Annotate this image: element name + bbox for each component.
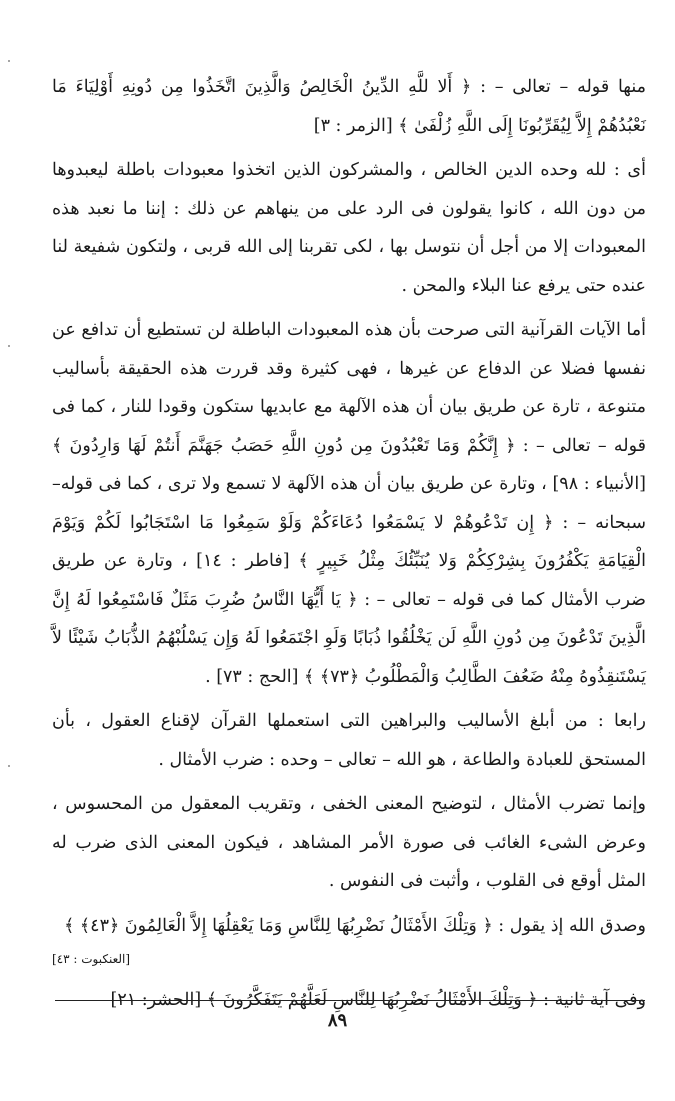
margin-dot [8,345,10,347]
margin-dot [8,60,10,62]
paragraph-quranic-verses: أما الآيات القرآنية التى صرحت بأن هذه المعبودات الباطلة لن تستطيع أن تدافع عن نفسها فضلا عن الدفاع عن غيرها ، فهى كثيرة وقد قررت هذه الحقيقة بأساليب متنوعة ، تارة عن طريق بيان أن هذه الآلهة مع عابديها ستكون وقودا للنار ، كما فى قوله – تعالى – : ﴿ إِنَّكُمْ وَمَا تَعْبُدُونَ مِن دُونِ اللَّهِ حَصَبُ جَهَنَّمَ أَنتُمْ لَهَا وَارِدُونَ ﴾ [الأنبياء : ٩٨] ، وتارة عن طريق بيان أن هذه الآلهة لا تسمع ولا ترى ، كما فى قوله–سبحانه – : ﴿ إِن تَدْعُوهُمْ لا يَسْمَعُوا دُعَاءَكُمْ وَلَوْ سَمِعُوا مَا اسْتَجَابُوا لَكُمْ وَيَوْمَ الْقِيَامَةِ يَكْفُرُونَ بِشِرْكِكُمْ وَلا يُنَبِّئُكَ مِثْلُ خَبِيرٍ ﴾ [فاطر : ١٤] ، وتارة عن طريق ضرب الأمثال كما فى قوله – تعالى – : ﴿ يَا أَيُّهَا النَّاسُ ضُرِبَ مَثَلٌ فَاسْتَمِعُوا لَهُ إِنَّ الَّذِينَ تَدْعُونَ مِن دُونِ اللَّهِ لَن يَخْلُقُوا ذُبَابًا وَلَوِ اجْتَمَعُوا لَهُ وَإِن يَسْلُبْهُمُ الذُّبَابُ شَيْئًا لاَّ يَسْتَنقِذُوهُ مِنْهُ ضَعُفَ الطَّالِبُ وَالْمَطْلُوبُ ﴿٧٣﴾ ﴾ [الحج : ٧٣] . [52,320,647,687]
paragraph-zumar-verse: منها قوله – تعالى – : ﴿ أَلا للَّهِ الدِّينُ الْخَالِصُ وَالَّذِينَ اتَّخَذُوا مِن دُونِهِ أَوْلِيَاءَ مَا نَعْبُدُهُمْ إِلاَّ لِيُقَرِّبُونَا إِلَى اللَّهِ زُلْفَىٰ ﴾ [الزمر : ٣] [52,77,646,136]
margin-dot [8,765,10,767]
paragraph-hashr-verse: وفى آية ثانية : ﴿ وَتِلْكَ الأَمْثَالُ نَضْرِبُهَا لِلنَّاسِ لَعَلَّهُمْ يَتَفَكَّرُونَ ﴾ [الحشر: ٢١] [110,990,646,1010]
paragraph-ankabut-verse: وصدق الله إذ يقول : ﴿ وَتِلْكَ الأَمْثَالُ نَضْرِبُهَا لِلنَّاسِ وَمَا يَعْقِلُهَا إِلاَّ الْعَالِمُونَ ﴿٤٣﴾ ﴾ [64,915,646,936]
paragraph-explanation: أى : لله وحده الدين الخالص ، والمشركون الذين اتخذوا معبودات باطلة ليعبدوها من دون الله ، كانوا يقولون فى الرد على من ينهاهم عن ذلك : إننا ما نعبد هذه المعبودات إلا من أجل أن نتوسل بها ، لكى تقربنا إلى الله قربى ، ولتكون شفيعة لنا عنده حتى يرفع عنا البلاء والمحن . [52,160,646,296]
paragraph-fourth: رابعا : من أبلغ الأساليب والبراهين التى استعملها القرآن لإقناع العقول ، بأن المستحق للعبادة والطاعة ، هو الله – تعالى – وحده : ضرب الأمثال . [52,711,646,770]
source-reference-ankabut: [العنكبوت : ٤٣] [52,952,131,966]
page-number: ٨٩ [327,1010,348,1031]
paragraph-parables: وإنما تضرب الأمثال ، لتوضيح المعنى الخفى ، وتقريب المعقول من المحسوس ، وعرض الشىء الغائب فى صورة الأمر المشاهد ، فيكون المعنى الذى ضرب له المثل أوقع فى القلوب ، وأثبت فى النفوس . [52,794,646,891]
page-body [52,68,646,1020]
footer-divider [55,1000,645,1001]
